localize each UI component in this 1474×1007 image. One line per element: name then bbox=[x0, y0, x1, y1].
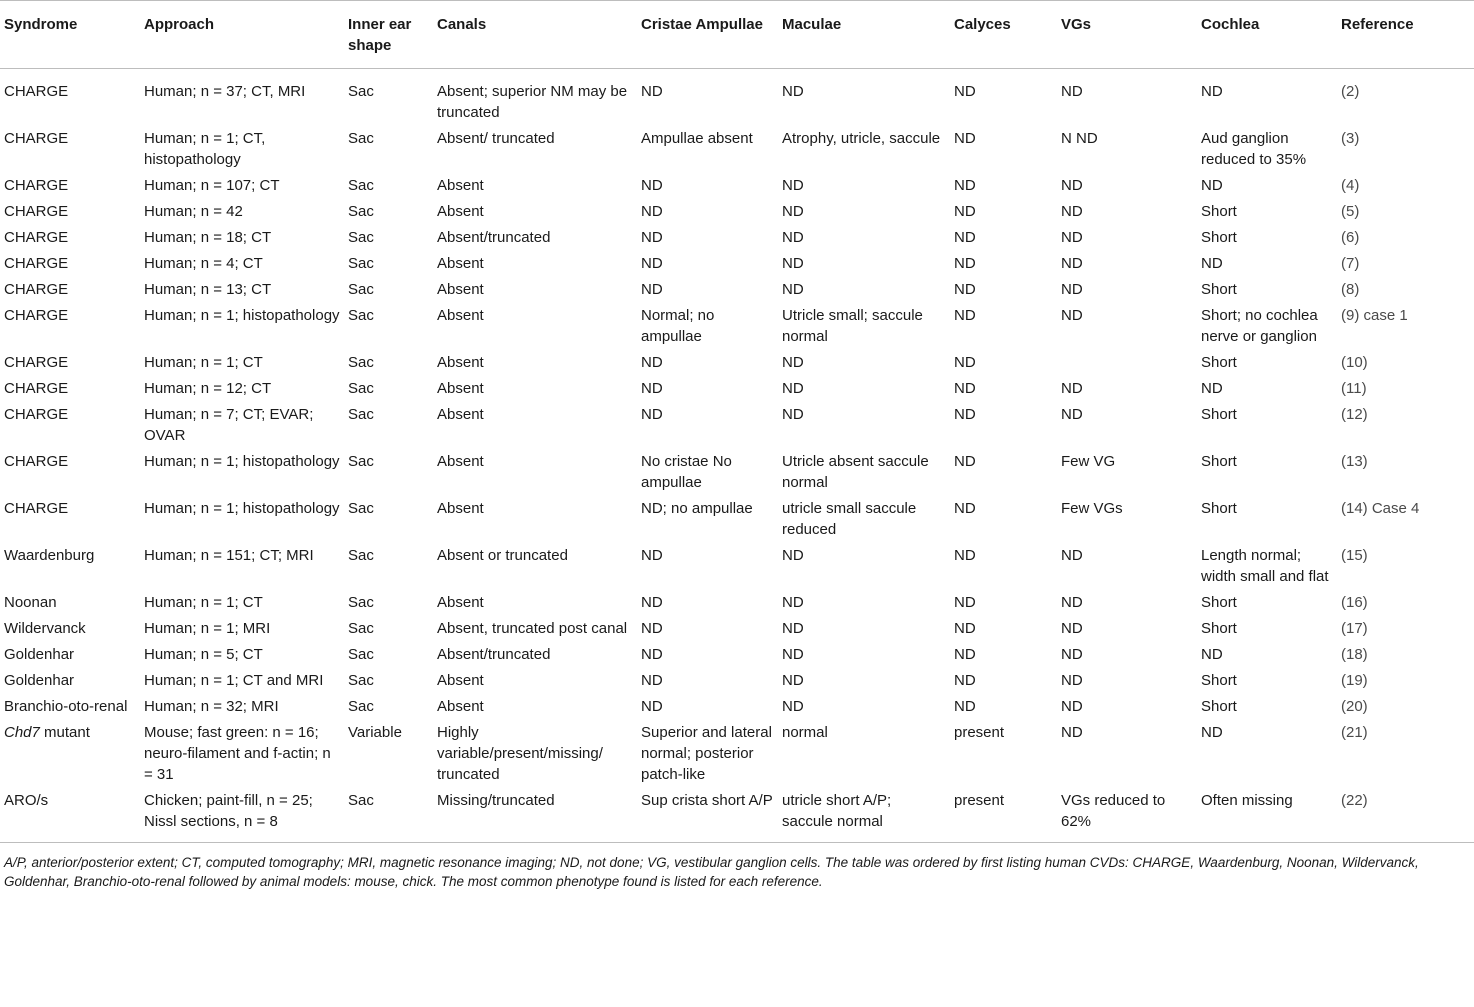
cell-reference: (21) bbox=[1341, 724, 1368, 741]
cell-canals: Missing/truncated bbox=[433, 787, 637, 843]
cell-cochlea: ND bbox=[1201, 380, 1223, 397]
cell-vgs: VGs reduced to 62% bbox=[1057, 787, 1197, 843]
cell-approach: Human; n = 1; histopathology bbox=[144, 307, 340, 324]
cell-maculae: ND bbox=[782, 83, 804, 100]
cell-syndrome: Noonan bbox=[4, 594, 57, 611]
table-row bbox=[0, 198, 1474, 224]
cell-maculae: ND bbox=[782, 594, 804, 611]
table-row bbox=[0, 615, 1474, 641]
cell-canals: Absent bbox=[437, 672, 484, 689]
cell-reference: (14) Case 4 bbox=[1341, 500, 1420, 517]
cell-inner-ear-shape: Sac bbox=[348, 547, 374, 564]
cell-calyces: ND bbox=[954, 229, 976, 246]
table-row bbox=[0, 69, 1474, 126]
cell-reference: (4) bbox=[1341, 177, 1360, 194]
table-row bbox=[0, 125, 1474, 172]
cell-reference: (10) bbox=[1341, 354, 1368, 371]
cell-maculae: ND bbox=[782, 229, 804, 246]
table-row bbox=[0, 641, 1474, 667]
cell-inner-ear-shape: Sac bbox=[348, 203, 374, 220]
table-row bbox=[0, 693, 1474, 719]
cell-cristae-ampullae: ND bbox=[641, 406, 663, 423]
cell-cristae-ampullae: ND bbox=[641, 594, 663, 611]
cell-vgs: ND bbox=[1061, 255, 1083, 272]
cell-inner-ear-shape: Sac bbox=[348, 229, 374, 246]
cell-approach: Chicken; paint-fill, n = 25; Nissl sections, n = 8 bbox=[140, 787, 344, 843]
cell-cristae-ampullae: No cristae No ampullae bbox=[641, 453, 732, 491]
cell-canals: Absent bbox=[437, 698, 484, 715]
cell-syndrome: CHARGE bbox=[4, 281, 69, 298]
table-row bbox=[0, 250, 1474, 276]
cell-approach: Human; n = 18; CT bbox=[144, 229, 272, 246]
cell-syndrome: CHARGE bbox=[4, 453, 69, 470]
cell-vgs: Few VG bbox=[1061, 453, 1116, 470]
cell-maculae: ND bbox=[782, 672, 804, 689]
cell-reference: (22) bbox=[1337, 787, 1474, 843]
cell-maculae: ND bbox=[782, 281, 804, 298]
table-row bbox=[0, 667, 1474, 693]
cell-calyces: ND bbox=[954, 594, 976, 611]
cell-maculae: Atrophy, utricle, saccule bbox=[782, 130, 941, 147]
cell-maculae: ND bbox=[782, 380, 804, 397]
header-canals: Canals bbox=[433, 1, 637, 69]
cell-approach: Human; n = 1; histopathology bbox=[144, 500, 340, 517]
cell-maculae: ND bbox=[782, 620, 804, 637]
cell-maculae: utricle short A/P; saccule normal bbox=[778, 787, 950, 843]
table-row bbox=[0, 719, 1474, 787]
cell-canals: Absent bbox=[437, 307, 484, 324]
cell-cochlea: Short bbox=[1201, 698, 1237, 715]
cell-vgs: ND bbox=[1061, 594, 1083, 611]
cell-vgs: ND bbox=[1061, 406, 1083, 423]
table-header-row bbox=[0, 1, 1474, 69]
cell-inner-ear-shape: Sac bbox=[348, 83, 374, 100]
cell-syndrome: Goldenhar bbox=[4, 672, 75, 689]
cell-cochlea: Short bbox=[1201, 354, 1237, 371]
cell-canals: Absent bbox=[437, 281, 484, 298]
cell-cochlea: Short bbox=[1201, 203, 1237, 220]
cell-syndrome: CHARGE bbox=[4, 380, 69, 397]
table-row bbox=[0, 589, 1474, 615]
cell-cochlea: Short bbox=[1201, 281, 1237, 298]
table-row bbox=[0, 448, 1474, 495]
header-syndrome: Syndrome bbox=[0, 1, 140, 69]
header-calyces: Calyces bbox=[950, 1, 1057, 69]
cell-cristae-ampullae: ND bbox=[641, 229, 663, 246]
cell-syndrome: Waardenburg bbox=[4, 547, 95, 564]
cell-syndrome: CHARGE bbox=[4, 255, 69, 272]
cell-inner-ear-shape: Sac bbox=[348, 500, 374, 517]
cell-calyces: ND bbox=[954, 281, 976, 298]
cell-inner-ear-shape: Sac bbox=[348, 380, 374, 397]
cell-syndrome: Wildervanck bbox=[4, 620, 86, 637]
cell-syndrome: ARO/s bbox=[0, 787, 140, 843]
cell-cochlea: Short bbox=[1201, 620, 1237, 637]
cell-canals: Absent bbox=[437, 406, 484, 423]
cell-inner-ear-shape: Sac bbox=[348, 406, 374, 423]
cell-canals: Absent, truncated post canal bbox=[437, 620, 628, 637]
cell-approach: Human; n = 1; CT, histopathology bbox=[144, 130, 266, 168]
cell-approach: Human; n = 1; CT bbox=[144, 594, 263, 611]
table-row bbox=[0, 224, 1474, 250]
cell-vgs: ND bbox=[1061, 307, 1083, 324]
cell-syndrome: CHARGE bbox=[4, 229, 69, 246]
cell-cochlea: ND bbox=[1201, 255, 1223, 272]
cell-maculae: ND bbox=[782, 255, 804, 272]
header-inner-ear-shape: Inner ear shape bbox=[344, 1, 433, 69]
cell-approach: Human; n = 1; histopathology bbox=[144, 453, 340, 470]
cell-maculae: ND bbox=[782, 177, 804, 194]
cell-cristae-ampullae: ND bbox=[641, 203, 663, 220]
cell-approach: Human; n = 4; CT bbox=[144, 255, 263, 272]
cell-calyces: ND bbox=[954, 203, 976, 220]
cell-cochlea: Short bbox=[1201, 594, 1237, 611]
cell-cristae-ampullae: Sup crista short A/P bbox=[637, 787, 778, 843]
cell-syndrome: Chd7 mutant bbox=[4, 724, 90, 741]
cell-inner-ear-shape: Sac bbox=[348, 620, 374, 637]
cell-cochlea: ND bbox=[1201, 177, 1223, 194]
cell-vgs: ND bbox=[1061, 229, 1083, 246]
table-row bbox=[0, 276, 1474, 302]
cell-syndrome: CHARGE bbox=[4, 177, 69, 194]
cell-canals: Absent bbox=[437, 354, 484, 371]
cell-vgs: ND bbox=[1061, 646, 1083, 663]
cell-vgs: ND bbox=[1061, 203, 1083, 220]
header-cochlea: Cochlea bbox=[1197, 1, 1337, 69]
cell-syndrome: CHARGE bbox=[4, 307, 69, 324]
cell-cochlea: Aud ganglion reduced to 35% bbox=[1201, 130, 1307, 168]
cell-cristae-ampullae: ND bbox=[641, 646, 663, 663]
cell-inner-ear-shape: Sac bbox=[348, 307, 374, 324]
cell-inner-ear-shape: Sac bbox=[348, 672, 374, 689]
cell-canals: Absent/ truncated bbox=[437, 130, 555, 147]
cell-syndrome: CHARGE bbox=[4, 203, 69, 220]
table-row bbox=[0, 302, 1474, 349]
table-row bbox=[0, 401, 1474, 448]
cell-reference: (20) bbox=[1341, 698, 1368, 715]
cell-maculae: normal bbox=[782, 724, 828, 741]
cell-maculae: ND bbox=[782, 547, 804, 564]
cell-inner-ear-shape: Sac bbox=[348, 130, 374, 147]
cell-canals: Absent bbox=[437, 203, 484, 220]
cell-cristae-ampullae: ND bbox=[641, 255, 663, 272]
cell-inner-ear-shape: Sac bbox=[348, 255, 374, 272]
table-footnote: A/P, anterior/posterior extent; CT, computed tomography; MRI, magnetic resonance imaging; ND, not done; VG, vestibular ganglion cells. The table was ordered by first listing human CVDs: CHARGE, Waardenburg, Noonan, Wildervanck, Goldenhar, Branchio-oto-renal followed by animal models: mouse, chick. The most common phenotype found is listed for each reference. bbox=[4, 855, 1419, 889]
table-row bbox=[0, 172, 1474, 198]
cell-reference: (7) bbox=[1341, 255, 1360, 272]
cell-inner-ear-shape: Sac bbox=[348, 453, 374, 470]
cell-inner-ear-shape: Sac bbox=[348, 354, 374, 371]
cell-approach: Human; n = 32; MRI bbox=[144, 698, 279, 715]
cell-cristae-ampullae: ND bbox=[641, 547, 663, 564]
cell-cristae-ampullae: Ampullae absent bbox=[641, 130, 753, 147]
cell-syndrome: Branchio-oto-renal bbox=[4, 698, 128, 715]
cell-maculae: Utricle small; saccule normal bbox=[782, 307, 923, 345]
cell-canals: Absent/truncated bbox=[437, 646, 551, 663]
cell-calyces: ND bbox=[954, 672, 976, 689]
cell-approach: Human; n = 12; CT bbox=[144, 380, 272, 397]
cell-canals: Absent bbox=[437, 594, 484, 611]
cell-vgs: N ND bbox=[1061, 130, 1098, 147]
cell-canals: Absent bbox=[437, 453, 484, 470]
cell-approach: Human; n = 37; CT, MRI bbox=[144, 83, 306, 100]
cell-reference: (2) bbox=[1341, 83, 1360, 100]
cell-calyces: ND bbox=[954, 453, 976, 470]
cell-approach: Human; n = 151; CT; MRI bbox=[144, 547, 314, 564]
cell-inner-ear-shape: Variable bbox=[348, 724, 402, 741]
cell-calyces: ND bbox=[954, 698, 976, 715]
cell-maculae: Utricle absent saccule normal bbox=[782, 453, 929, 491]
cell-inner-ear-shape: Sac bbox=[344, 787, 433, 843]
cell-reference: (5) bbox=[1341, 203, 1360, 220]
header-approach: Approach bbox=[140, 1, 344, 69]
cell-syndrome: CHARGE bbox=[4, 406, 69, 423]
cell-reference: (12) bbox=[1341, 406, 1368, 423]
cell-calyces: ND bbox=[954, 380, 976, 397]
cell-vgs bbox=[1057, 349, 1197, 375]
cell-cristae-ampullae: ND bbox=[641, 698, 663, 715]
cell-calyces: ND bbox=[954, 307, 976, 324]
header-vgs: VGs bbox=[1057, 1, 1197, 69]
header-cristae-ampullae: Cristae Ampullae bbox=[637, 1, 778, 69]
cell-reference: (11) bbox=[1341, 380, 1367, 397]
cell-cochlea: Short bbox=[1201, 672, 1237, 689]
cell-calyces: ND bbox=[954, 406, 976, 423]
cell-vgs: Few VGs bbox=[1061, 500, 1123, 517]
table-row bbox=[0, 542, 1474, 589]
cell-approach: Human; n = 1; CT and MRI bbox=[144, 672, 324, 689]
cell-vgs: ND bbox=[1061, 547, 1083, 564]
cell-syndrome: CHARGE bbox=[4, 354, 69, 371]
cell-calyces: ND bbox=[954, 255, 976, 272]
cell-cochlea: ND bbox=[1201, 83, 1223, 100]
cell-cochlea: Short bbox=[1201, 453, 1237, 470]
cell-inner-ear-shape: Sac bbox=[348, 281, 374, 298]
cell-vgs: ND bbox=[1061, 281, 1083, 298]
header-reference: Reference bbox=[1337, 1, 1474, 69]
cell-canals: Absent bbox=[437, 177, 484, 194]
cell-calyces: ND bbox=[954, 177, 976, 194]
cell-maculae: ND bbox=[782, 698, 804, 715]
cell-inner-ear-shape: Sac bbox=[348, 646, 374, 663]
header-maculae: Maculae bbox=[778, 1, 950, 69]
cell-cristae-ampullae: ND bbox=[641, 380, 663, 397]
cell-approach: Human; n = 7; CT; EVAR; OVAR bbox=[144, 406, 314, 444]
cell-inner-ear-shape: Sac bbox=[348, 177, 374, 194]
cell-syndrome: CHARGE bbox=[4, 83, 69, 100]
cell-approach: Human; n = 107; CT bbox=[144, 177, 280, 194]
cell-cristae-ampullae: ND bbox=[641, 83, 663, 100]
cell-inner-ear-shape: Sac bbox=[348, 698, 374, 715]
cell-calyces: present bbox=[954, 724, 1005, 741]
cell-reference: (19) bbox=[1341, 672, 1368, 689]
cell-approach: Human; n = 5; CT bbox=[144, 646, 263, 663]
table-row bbox=[0, 349, 1474, 375]
cell-cochlea: ND bbox=[1201, 724, 1223, 741]
cell-maculae: utricle small saccule reduced bbox=[782, 500, 917, 538]
cell-syndrome: CHARGE bbox=[4, 500, 69, 517]
cell-reference: (17) bbox=[1341, 620, 1368, 637]
cell-reference: (9) case 1 bbox=[1341, 307, 1408, 324]
cell-vgs: ND bbox=[1061, 177, 1083, 194]
cell-cochlea: ND bbox=[1201, 646, 1223, 663]
cell-vgs: ND bbox=[1061, 380, 1083, 397]
cell-canals: Highly variable/present/missing/ truncated bbox=[437, 724, 603, 783]
cell-cochlea: Short bbox=[1201, 229, 1237, 246]
cell-cristae-ampullae: ND; no ampullae bbox=[641, 500, 753, 517]
cell-vgs: ND bbox=[1061, 83, 1083, 100]
cell-reference: (18) bbox=[1341, 646, 1368, 663]
cell-approach: Human; n = 1; MRI bbox=[144, 620, 271, 637]
cell-calyces: ND bbox=[954, 500, 976, 517]
cell-canals: Absent; superior NM may be truncated bbox=[437, 83, 628, 121]
cell-reference: (8) bbox=[1341, 281, 1360, 298]
cell-calyces: ND bbox=[954, 547, 976, 564]
cell-cochlea: Often missing bbox=[1197, 787, 1337, 843]
cell-calyces: ND bbox=[954, 620, 976, 637]
cell-maculae: ND bbox=[782, 646, 804, 663]
cell-calyces: ND bbox=[954, 130, 976, 147]
cell-approach: Human; n = 42 bbox=[144, 203, 243, 220]
cell-canals: Absent/truncated bbox=[437, 229, 551, 246]
cell-vgs: ND bbox=[1061, 724, 1083, 741]
table-row bbox=[0, 787, 1474, 843]
table-row bbox=[0, 375, 1474, 401]
cell-cochlea: Length normal; width small and flat bbox=[1201, 547, 1329, 585]
cell-cristae-ampullae: ND bbox=[641, 281, 663, 298]
cell-maculae: ND bbox=[782, 354, 804, 371]
cell-vgs: ND bbox=[1061, 672, 1083, 689]
cell-inner-ear-shape: Sac bbox=[348, 594, 374, 611]
cell-canals: Absent bbox=[437, 500, 484, 517]
cell-cochlea: Short bbox=[1201, 406, 1237, 423]
cell-maculae: ND bbox=[782, 406, 804, 423]
cell-canals: Absent or truncated bbox=[437, 547, 568, 564]
cell-reference: (3) bbox=[1341, 130, 1360, 147]
cell-canals: Absent bbox=[437, 255, 484, 272]
cell-cochlea: Short; no cochlea nerve or ganglion bbox=[1201, 307, 1318, 345]
cell-reference: (16) bbox=[1341, 594, 1368, 611]
cell-canals: Absent bbox=[437, 380, 484, 397]
cell-syndrome: Goldenhar bbox=[4, 646, 75, 663]
cell-calyces: ND bbox=[954, 83, 976, 100]
cell-cristae-ampullae: ND bbox=[641, 354, 663, 371]
cell-cristae-ampullae: ND bbox=[641, 620, 663, 637]
cell-approach: Human; n = 13; CT bbox=[144, 281, 272, 298]
cell-cristae-ampullae: ND bbox=[641, 177, 663, 194]
table-row bbox=[0, 495, 1474, 542]
cell-approach: Human; n = 1; CT bbox=[144, 354, 263, 371]
cell-vgs: ND bbox=[1061, 620, 1083, 637]
cell-calyces: ND bbox=[954, 354, 976, 371]
cell-cristae-ampullae: Superior and lateral normal; posterior patch-like bbox=[641, 724, 772, 783]
cell-calyces: ND bbox=[954, 646, 976, 663]
cell-cristae-ampullae: ND bbox=[641, 672, 663, 689]
cell-cristae-ampullae: Normal; no ampullae bbox=[641, 307, 715, 345]
cell-reference: (13) bbox=[1341, 453, 1368, 470]
cell-reference: (15) bbox=[1341, 547, 1368, 564]
cell-approach: Mouse; fast green: n = 16; neuro-filament and f-actin; n = 31 bbox=[144, 724, 331, 783]
cell-reference: (6) bbox=[1341, 229, 1360, 246]
cell-calyces: present bbox=[950, 787, 1057, 843]
cell-syndrome: CHARGE bbox=[4, 130, 69, 147]
cell-cochlea: Short bbox=[1201, 500, 1237, 517]
cell-vgs: ND bbox=[1061, 698, 1083, 715]
cell-maculae: ND bbox=[782, 203, 804, 220]
